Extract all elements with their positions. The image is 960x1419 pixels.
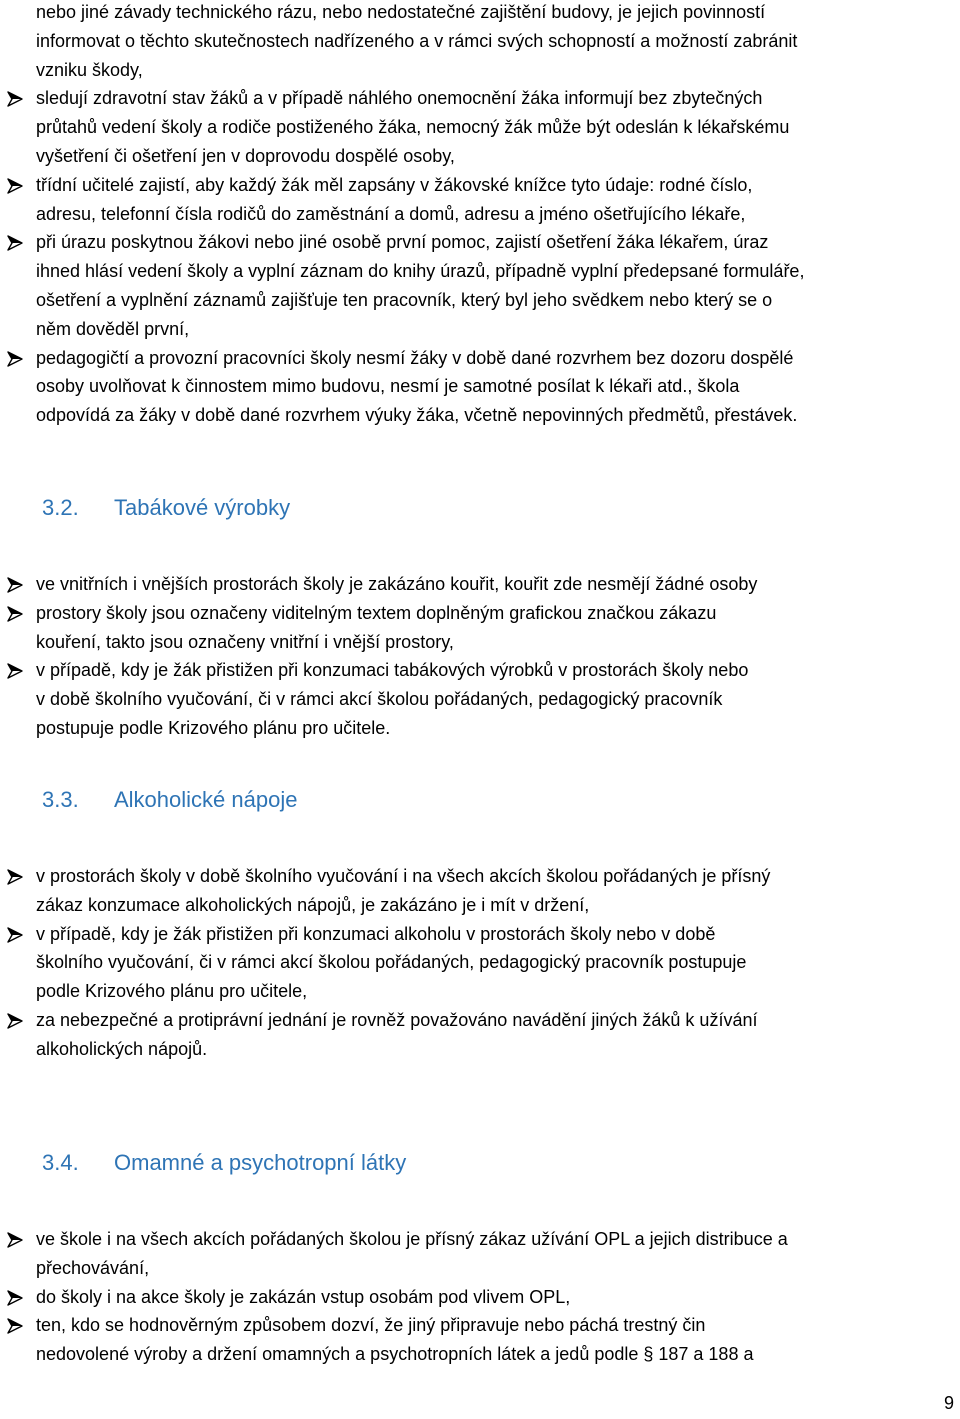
text-line: alkoholických nápojů. — [36, 1038, 208, 1059]
text-line: pedagogičtí a provozní pracovníci školy nesmí žáky v době dané rozvrhem bez dozoru dospělé — [36, 347, 794, 368]
text-line: kouření, takto jsou označeny vnitřní i vnější prostory, — [36, 631, 454, 652]
section-heading — [42, 785, 297, 815]
text-line: adresu, telefonní čísla rodičů do zaměstnání a domů, adresu a jméno ošetřujícího lékaře, — [36, 203, 746, 224]
section-title: Omamné a psychotropní látky — [114, 1150, 407, 1175]
text-line: v době školního vyučování, či v rámci akcí školou pořádaných, pedagogický pracovník — [36, 689, 723, 710]
bullet-item — [36, 344, 956, 430]
text-line: prostory školy jsou označeny viditelným textem doplněným grafickou značkou zákazu — [36, 602, 717, 623]
text-line: školního vyučování, či v rámci akcí školou pořádaných, pedagogický pracovník postupuje — [36, 952, 747, 973]
arrowhead-bullet-icon — [6, 576, 24, 594]
text-line: nedovolené výroby a držení omamných a psychotropních látek a jedů podle § 187 a 188 a — [36, 1344, 754, 1365]
bullet-item — [36, 570, 956, 599]
text-line: odpovídá za žáky v době dané rozvrhem výuky žáka, včetně nepovinných předmětů, přestávek. — [36, 405, 798, 426]
text-line: ten, kdo se hodnověrným způsobem dozví, že jiný připravuje nebo páchá trestný čin — [36, 1315, 706, 1336]
bullet-item — [36, 862, 956, 920]
continuation-paragraph — [36, 0, 956, 84]
text-line: do školy i na akce školy je zakázán vstup osobám pod vlivem OPL, — [36, 1286, 571, 1307]
bullet-item — [36, 84, 956, 170]
bullet-item — [36, 1311, 956, 1369]
text-line: nebo jiné závady technického rázu, nebo nedostatečné zajištění budovy, je jejich povinností — [36, 2, 766, 22]
bullet-item — [36, 171, 956, 229]
arrowhead-bullet-icon — [6, 662, 24, 680]
section-title: Tabákové výrobky — [114, 495, 291, 520]
text-line: průtahů vedení školy a rodiče postiženého žáka, nemocný žák může být odeslán k lékařskému — [36, 117, 790, 138]
text-line: za nebezpečné a protiprávní jednání je rovněž považováno navádění jiných žáků k užívání — [36, 1010, 758, 1030]
bullet-item — [36, 1006, 956, 1064]
text-line: ve vnitřních i vnějších prostorách školy je zakázáno kouřit, kouřit zde nesmějí žádné osoby — [36, 574, 758, 594]
text-line: třídní učitelé zajistí, aby každý žák měl zapsány v žákovské knížce tyto údaje: rodné číslo, — [36, 174, 753, 195]
arrowhead-bullet-icon — [6, 868, 24, 886]
arrowhead-bullet-icon — [6, 1317, 24, 1335]
arrowhead-bullet-icon — [6, 1231, 24, 1249]
text-line: vyšetření či ošetření jen v doprovodu dospělé osoby, — [36, 145, 455, 166]
text-line: ihned hlásí vedení školy a vyplní záznam do knihy úrazů, případně vyplní předepsané formuláře, — [36, 261, 805, 282]
bullet-item — [36, 1283, 956, 1312]
text-line: ošetření a vyplnění záznamů zajišťuje ten pracovník, který byl jeho svědkem nebo který se o — [36, 289, 773, 310]
arrowhead-bullet-icon — [6, 177, 24, 195]
section-heading — [42, 493, 290, 523]
text-line: vzniku škody, — [36, 59, 143, 80]
arrowhead-bullet-icon — [6, 1289, 24, 1307]
arrowhead-bullet-icon — [6, 1012, 24, 1030]
bullet-item — [36, 228, 956, 343]
text-line: přechovávání, — [36, 1257, 150, 1278]
text-line: podle Krizového plánu pro učitele, — [36, 981, 308, 1002]
bullet-item — [36, 1225, 956, 1283]
text-line: v případě, kdy je žák přistižen při konzumaci alkoholu v prostorách školy nebo v době — [36, 923, 716, 944]
text-line: informovat o těchto skutečnostech nadřízeného a v rámci svých schopností a možností zabránit — [36, 30, 798, 51]
text-line: ve škole i na všech akcích pořádaných školou je přísný zákaz užívání OPL a jejich distribuce a — [36, 1229, 788, 1249]
section-number: 3.2. — [42, 495, 79, 520]
text-line: při úrazu poskytnou žákovi nebo jiné osobě první pomoc, zajistí ošetření žáka lékařem, úraz — [36, 232, 769, 253]
text-line: něm dověděl první, — [36, 318, 190, 339]
bullet-item — [36, 599, 956, 657]
text-line: sledují zdravotní stav žáků a v případě náhlého onemocnění žáka informují bez zbytečných — [36, 88, 763, 109]
text-line: postupuje podle Krizového plánu pro učitele. — [36, 717, 391, 738]
text-line: v prostorách školy v době školního vyučování i na všech akcích školou pořádaných je přísný — [36, 866, 771, 886]
arrowhead-bullet-icon — [6, 350, 24, 368]
page-number: 9 — [944, 1393, 955, 1413]
section-number: 3.3. — [42, 787, 79, 812]
arrowhead-bullet-icon — [6, 926, 24, 944]
bullet-item — [36, 920, 956, 1006]
arrowhead-bullet-icon — [6, 90, 24, 108]
section-heading — [42, 1148, 406, 1178]
arrowhead-bullet-icon — [6, 234, 24, 252]
text-line: osoby uvolňovat k činnostem mimo budovu, nesmí je samotné posílat k lékaři atd., škola — [36, 376, 740, 397]
text-line: v případě, kdy je žák přistižen při konzumaci tabákových výrobků v prostorách školy nebo — [36, 660, 749, 681]
section-number: 3.4. — [42, 1150, 79, 1175]
section-title: Alkoholické nápoje — [114, 787, 298, 812]
arrowhead-bullet-icon — [6, 605, 24, 623]
text-line: zákaz konzumace alkoholických nápojů, je zakázáno je i mít v držení, — [36, 894, 590, 915]
bullet-item — [36, 656, 956, 742]
